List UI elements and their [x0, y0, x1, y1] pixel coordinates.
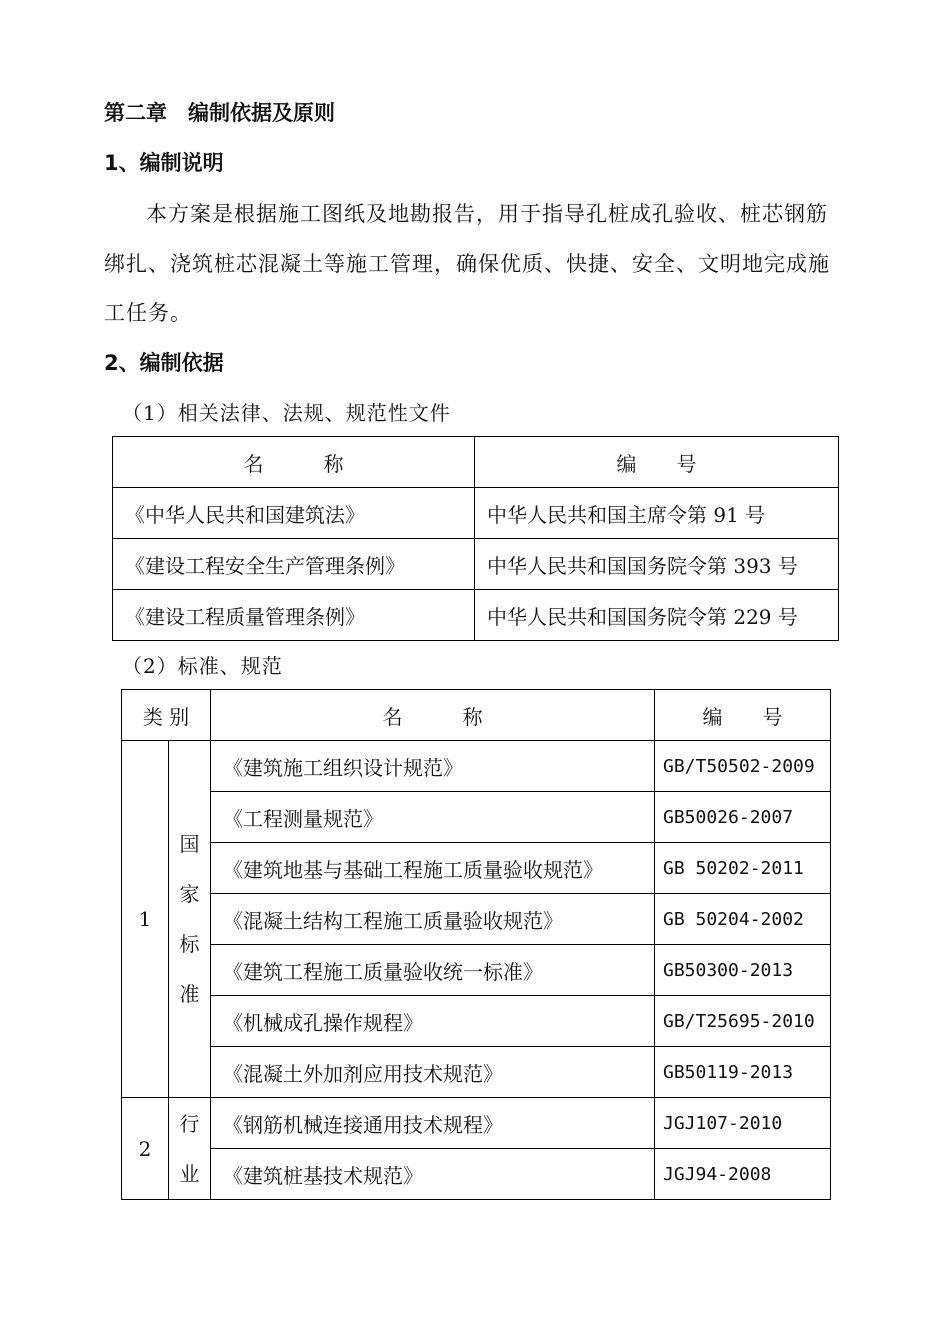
table-row — [122, 996, 831, 1047]
table-row — [113, 590, 839, 641]
law-name: 《中华人民共和国建筑法》 — [113, 488, 475, 539]
table-row — [122, 945, 831, 996]
standard-code: JGJ107-2010 — [655, 1098, 831, 1149]
table-row — [113, 539, 839, 590]
table-row — [122, 894, 831, 945]
table-row — [122, 1098, 831, 1149]
table-row — [122, 1149, 831, 1200]
standard-code: GB50300-2013 — [655, 945, 831, 996]
group-number: 2 — [122, 1098, 169, 1200]
standard-code: GB 50202-2011 — [655, 843, 831, 894]
header-name: 名 称 — [211, 690, 655, 741]
standard-name: 《工程测量规范》 — [211, 792, 655, 843]
table-header-row — [122, 690, 831, 741]
group-type-label: 行业 — [179, 1111, 200, 1186]
header-number: 编 号 — [655, 690, 831, 741]
group-type — [169, 741, 211, 1098]
table-row — [113, 488, 839, 539]
standard-name: 《建筑地基与基础工程施工质量验收规范》 — [211, 843, 655, 894]
paragraph-line-1: 本方案是根据施工图纸及地勘报告，用于指导孔桩成孔验收、桩芯钢筋 — [146, 202, 828, 226]
section-heading-explanation: 1、编制说明 — [104, 151, 224, 175]
standard-code: GB 50204-2002 — [655, 894, 831, 945]
standard-code: JGJ94-2008 — [655, 1149, 831, 1200]
standard-name: 《混凝土结构工程施工质量验收规范》 — [211, 894, 655, 945]
table-header-row — [113, 437, 839, 488]
law-number: 中华人民共和国国务院令第 393 号 — [475, 539, 839, 590]
standard-name: 《混凝土外加剂应用技术规范》 — [211, 1047, 655, 1098]
paragraph-line-3: 工任务。 — [104, 301, 192, 325]
laws-table — [112, 436, 839, 641]
standard-name: 《钢筋机械连接通用技术规程》 — [211, 1098, 655, 1149]
group-type — [169, 1098, 211, 1200]
law-number: 中华人民共和国国务院令第 229 号 — [475, 590, 839, 641]
standard-code: GB/T25695-2010 — [655, 996, 831, 1047]
standard-name: 《建筑桩基技术规范》 — [211, 1149, 655, 1200]
table-row — [122, 843, 831, 894]
group-number: 1 — [122, 741, 169, 1098]
standard-name: 《建筑施工组织设计规范》 — [211, 741, 655, 792]
standards-table — [121, 689, 831, 1200]
header-name: 名 称 — [113, 437, 475, 488]
table-row — [122, 792, 831, 843]
law-name: 《建设工程质量管理条例》 — [113, 590, 475, 641]
standard-code: GB/T50502-2009 — [655, 741, 831, 792]
law-name: 《建设工程安全生产管理条例》 — [113, 539, 475, 590]
group-type-label: 国家标准 — [179, 832, 200, 1006]
header-number: 编 号 — [475, 437, 839, 488]
section-heading-basis: 2、编制依据 — [104, 351, 224, 375]
table-row — [122, 741, 831, 792]
standard-code: GB50026-2007 — [655, 792, 831, 843]
standard-code: GB50119-2013 — [655, 1047, 831, 1098]
subheading-laws: （1）相关法律、法规、规范性文件 — [122, 401, 451, 425]
chapter-title: 第二章 编制依据及原则 — [104, 101, 335, 125]
subheading-standards: （2）标准、规范 — [122, 654, 283, 678]
standard-name: 《建筑工程施工质量验收统一标准》 — [211, 945, 655, 996]
table-row — [122, 1047, 831, 1098]
standard-name: 《机械成孔操作规程》 — [211, 996, 655, 1047]
law-number: 中华人民共和国主席令第 91 号 — [475, 488, 839, 539]
paragraph-line-2: 绑扎、浇筑桩芯混凝土等施工管理，确保优质、快捷、安全、文明地完成施 — [104, 252, 830, 276]
header-category: 类 别 — [122, 690, 211, 741]
